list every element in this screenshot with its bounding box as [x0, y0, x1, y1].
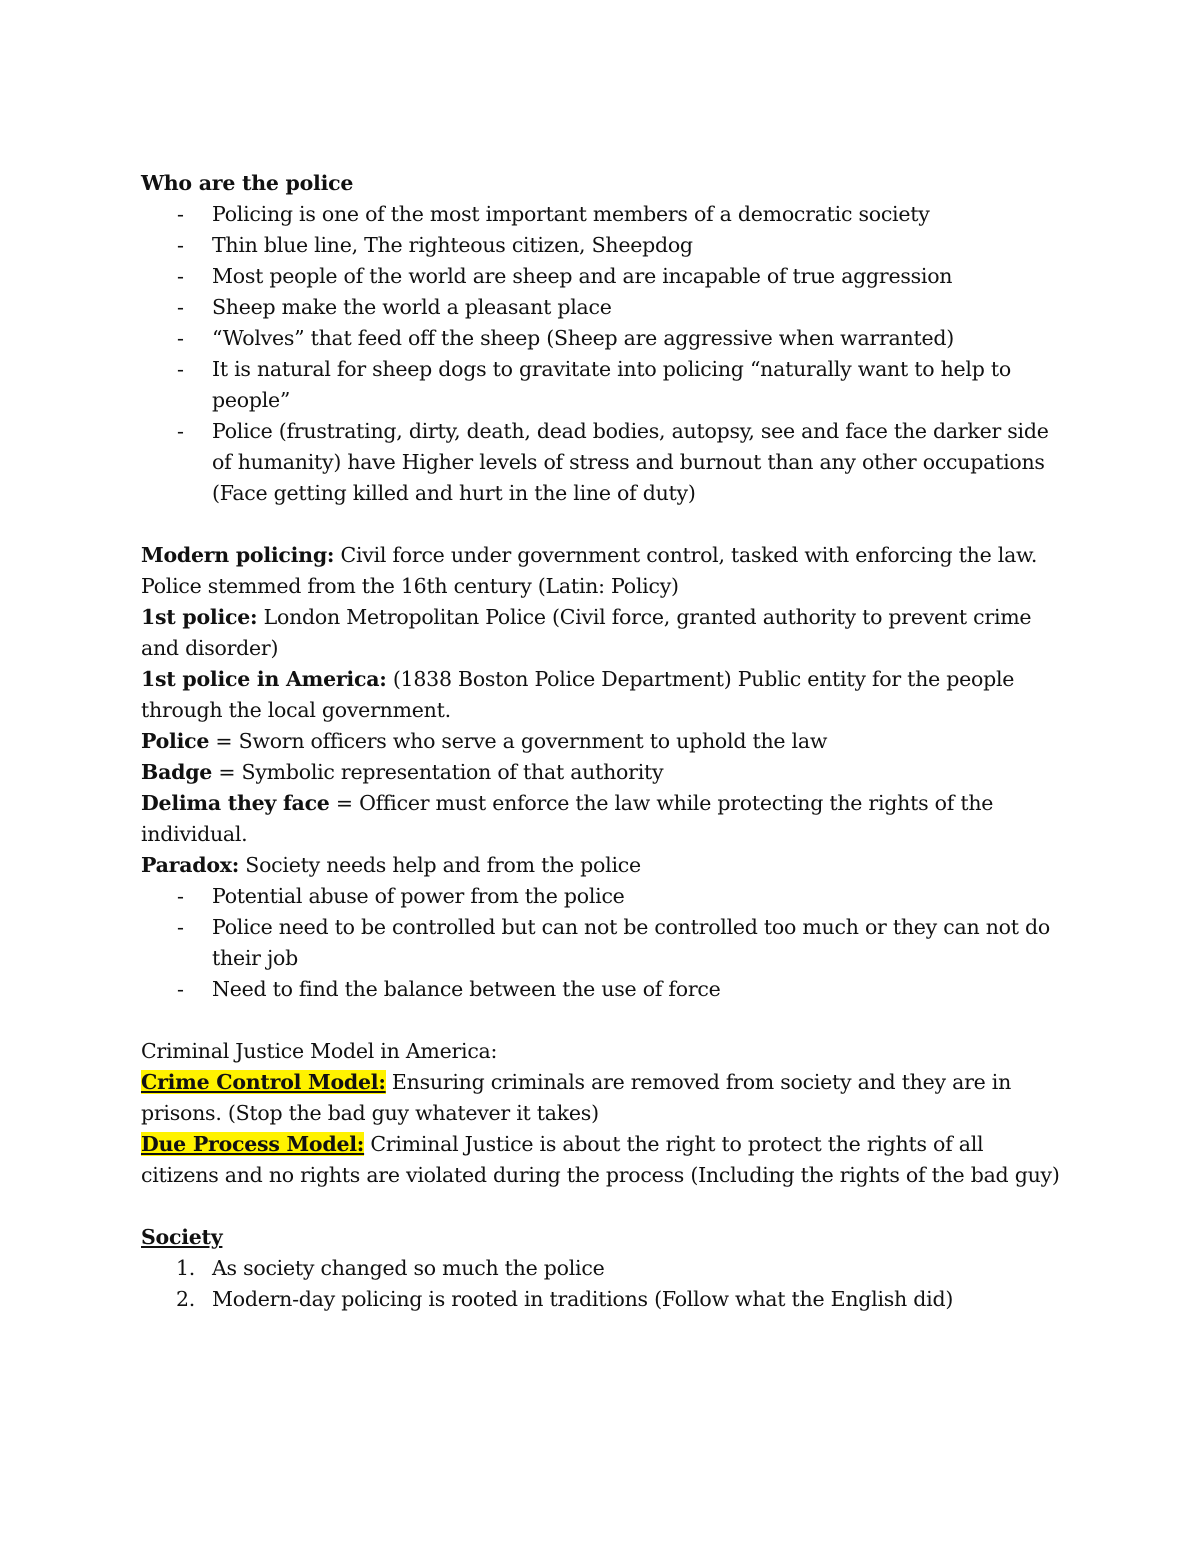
badge-text: = Symbolic representation of that authority	[212, 760, 664, 784]
police-definition-paragraph	[141, 726, 1061, 757]
list-item	[141, 1284, 1061, 1315]
police-label: Police	[141, 729, 210, 753]
heading-society: Society	[141, 1225, 223, 1249]
list-item: - Policing is one of the most important members of a democratic society	[141, 199, 1061, 230]
crime-control-text: Ensuring criminals are removed from society and they are in prisons. (Stop the bad guy whatever it takes)	[141, 1070, 1012, 1125]
modern-policing-label: Modern policing:	[141, 543, 335, 567]
paradox-paragraph	[141, 850, 1061, 881]
list-item	[141, 1253, 1061, 1284]
criminal-justice-intro: Criminal Justice Model in America:	[141, 1039, 498, 1063]
spacer	[141, 1005, 1061, 1036]
who-are-police-list	[141, 199, 1061, 509]
police-stemmed-paragraph: Police stemmed from the 16th century (Latin: Policy)	[141, 574, 679, 598]
badge-definition-paragraph	[141, 757, 1061, 788]
list-item: - Sheep make the world a pleasant place	[141, 292, 1061, 323]
first-police-america-paragraph	[141, 664, 1061, 726]
list-text: Modern-day policing is rooted in traditions (Follow what the English did)	[212, 1287, 954, 1311]
list-item: - Need to find the balance between the use of force	[141, 974, 1061, 1005]
crime-control-label: Crime Control Model:	[141, 1070, 386, 1094]
first-police-label: 1st police:	[141, 605, 258, 629]
modern-policing-text: Civil force under government control, tasked with enforcing the law.	[334, 543, 1038, 567]
list-item: - Potential abuse of power from the police	[141, 881, 1061, 912]
police-text: = Sworn officers who serve a government to uphold the law	[209, 729, 828, 753]
first-police-paragraph	[141, 602, 1061, 664]
spacer	[141, 509, 1061, 540]
badge-label: Badge	[141, 760, 213, 784]
first-police-america-text: (1838 Boston Police Department) Public entity for the people through the local government.	[141, 667, 1015, 722]
crime-control-paragraph	[141, 1067, 1061, 1129]
heading-who-are-police: Who are the police	[141, 171, 354, 195]
document-page	[141, 168, 1061, 1315]
delima-text: = Officer must enforce the law while protecting the rights of the individual.	[141, 791, 994, 846]
first-police-america-label: 1st police in America:	[141, 667, 387, 691]
list-text: As society changed so much the police	[212, 1256, 605, 1280]
paradox-label: Paradox:	[141, 853, 240, 877]
list-item: - Police (frustrating, dirty, death, dead bodies, autopsy, see and face the darker side of humanity) have Higher levels of stress and burnout than any other occupations (Face getting killed and hurt in the line of duty)	[141, 416, 1061, 509]
paradox-list	[141, 881, 1061, 1005]
spacer	[141, 1191, 1061, 1222]
list-item: - “Wolves” that feed off the sheep (Sheep are aggressive when warranted)	[141, 323, 1061, 354]
list-number: 2.	[176, 1287, 196, 1311]
due-process-paragraph	[141, 1129, 1061, 1191]
list-item: - Thin blue line, The righteous citizen, Sheepdog	[141, 230, 1061, 261]
list-item: - Police need to be controlled but can not be controlled too much or they can not do their job	[141, 912, 1061, 974]
society-list	[141, 1253, 1061, 1315]
paradox-text: Society needs help and from the police	[239, 853, 641, 877]
due-process-text: Criminal Justice is about the right to protect the rights of all citizens and no rights are violated during the process (Including the rights of the bad guy)	[141, 1132, 1060, 1187]
modern-policing-paragraph	[141, 540, 1061, 571]
list-number: 1.	[176, 1256, 196, 1280]
first-police-text: London Metropolitan Police (Civil force, granted authority to prevent crime and disorder)	[141, 605, 1032, 660]
list-item: - It is natural for sheep dogs to gravitate into policing “naturally want to help to people”	[141, 354, 1061, 416]
due-process-label: Due Process Model:	[141, 1132, 365, 1156]
delima-label: Delima they face	[141, 791, 330, 815]
list-item: - Most people of the world are sheep and are incapable of true aggression	[141, 261, 1061, 292]
delima-paragraph	[141, 788, 1061, 850]
